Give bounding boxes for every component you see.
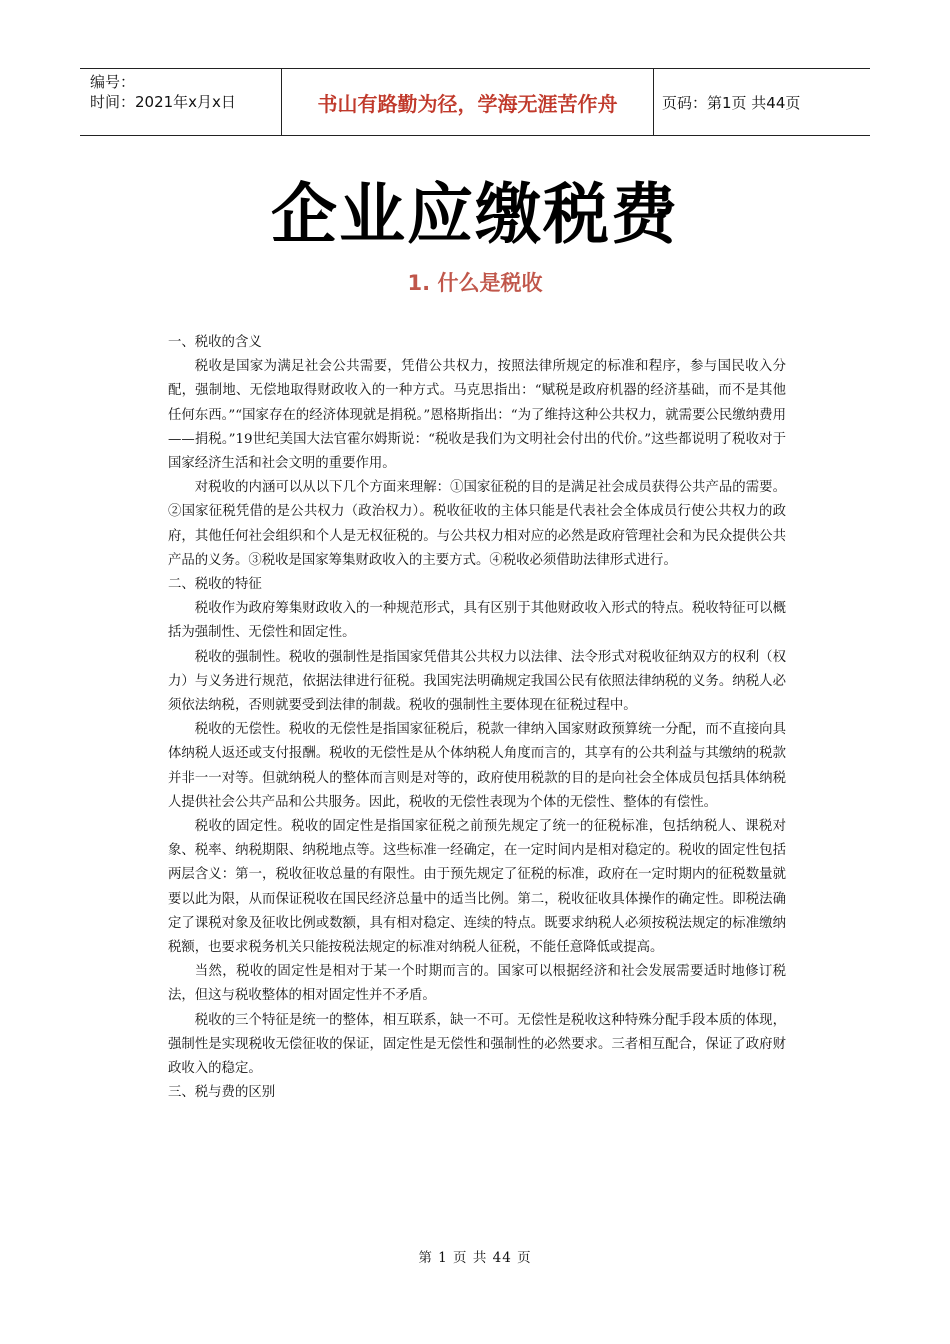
paragraph: 对税收的内涵可以从以下几个方面来理解：①国家征税的目的是满足社会成员获得公共产品的需要。②国家征税凭借的是公共权力（政治权力）。税收征收的主体只能是代表社会全体成员行使公共权力的政府，其他任何社会组织和个人是无权征税的。与公共权力相对应的必然是政府管理社会和为民众提供公共产品的义务。③税收是国家筹集财政收入的主要方式。④税收必须借助法律形式进行。 [168,480,786,568]
header-motto: 书山有路勤为径，学海无涯苦作舟 [282,69,654,135]
page-footer: 第 1 页 共 44 页 [418,1250,532,1266]
time-label: 时间：2021年x月x日 [90,93,236,111]
section-heading: 二、税收的特征 [168,577,262,593]
paragraph: 税收作为政府筹集财政收入的一种规范形式，具有区别于其他财政收入形式的特点。税收特征可以概括为强制性、无偿性和固定性。 [168,601,786,641]
paragraph: 税收的固定性。税收的固定性是指国家征税之前预先规定了统一的征税标准，包括纳税人、课税对象、税率、纳税期限、纳税地点等。这些标准一经确定，在一定时间内是相对稳定的。税收的固定性包括两层含义：第一，税收征收总量的有限性。由于预先规定了征税的标准，政府在一定时期内的征税数量就要以此为限，从而保证税收在国民经济总量中的适当比例。第二，税收征收具体操作的确定性。即税法确定了课税对象及征收比例或数额，具有相对稳定、连续的特点。既要求纳税人必须按税法规定的标准缴纳税额，也要求税务机关只能按税法规定的标准对纳税人征税，不能任意降低或提高。 [168,819,786,956]
section-title: 1. 什么是税收 [407,271,543,295]
body-text [168,331,786,1106]
paragraph: 税收的强制性。税收的强制性是指国家凭借其公共权力以法律、法令形式对税收征纳双方的权利（权力）与义务进行规范，依据法律进行征税。我国宪法明确规定我国公民有依照法律纳税的义务。纳税人必须依法纳税，否则就要受到法律的制裁。税收的强制性主要体现在征税过程中。 [168,649,786,714]
paragraph: 当然，税收的固定性是相对于某一个时期而言的。国家可以根据经济和社会发展需要适时地修订税法，但这与税收整体的相对固定性并不矛盾。 [168,964,786,1004]
paragraph: 税收的无偿性。税收的无偿性是指国家征税后，税款一律纳入国家财政预算统一分配，而不直接向具体纳税人返还或支付报酬。税收的无偿性是从个体纳税人角度而言的，其享有的公共利益与其缴纳的税款并非一一对等。但就纳税人的整体而言则是对等的，政府使用税款的目的是向社会全体成员包括具体纳税人提供社会公共产品和公共服务。因此，税收的无偿性表现为个体的无偿性、整体的有偿性。 [168,722,786,810]
header-left-cell [80,69,282,135]
document-title: 企业应缴税费 [271,176,679,253]
section-heading: 三、税与费的区别 [168,1085,276,1101]
header-table [80,68,870,136]
paragraph: 税收的三个特征是统一的整体，相互联系，缺一不可。无偿性是税收这种特殊分配手段本质的体现，强制性是实现税收无偿征收的保证，固定性是无偿性和强制性的必然要求。三者相互配合，保证了政府财政收入的稳定。 [168,1012,786,1077]
header-page-info: 页码：第1页 共44页 [662,93,801,112]
number-label: 编号： [90,73,136,91]
paragraph: 税收是国家为满足社会公共需要，凭借公共权力，按照法律所规定的标准和程序，参与国民收入分配，强制地、无偿地取得财政收入的一种方式。马克思指出：“赋税是政府机器的经济基础，而不是其他任何东西。”“国家存在的经济体现就是捐税。”恩格斯指出：“为了维持这种公共权力，就需要公民缴纳费用——捐税。”19世纪美国大法官霍尔姆斯说：“税收是我们为文明社会付出的代价。”这些都说明了税收对于国家经济生活和社会文明的重要作用。 [168,359,786,472]
section-heading: 一、税收的含义 [168,335,262,350]
